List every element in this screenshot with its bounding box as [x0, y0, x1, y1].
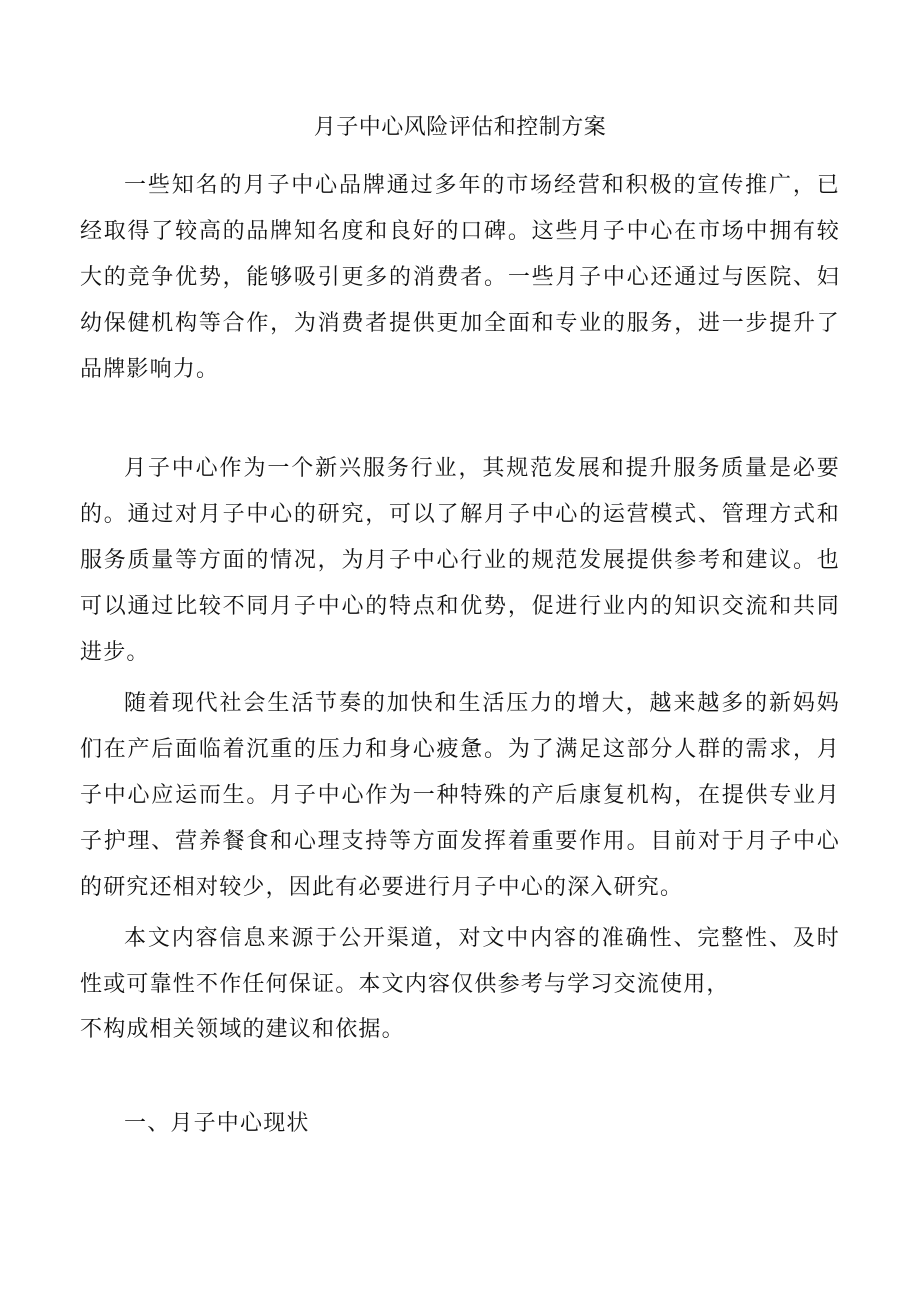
paragraph-disclaimer-continued: 不构成相关领域的建议和依据。 [80, 1017, 405, 1042]
document-title: 月子中心风险评估和控制方案 [313, 115, 607, 140]
paragraph-disclaimer: 本文内容信息来源于公开渠道，对文中内容的准确性、完整性、及时性或可靠性不作任何保证。本文内容仅供参考与学习交流使用， [80, 926, 840, 997]
section-heading: 一、月子中心现状 [124, 1111, 310, 1136]
paragraph-brand-reputation: 一些知名的月子中心品牌通过多年的市场经营和积极的宣传推广，已经取得了较高的品牌知名度和良好的口碑。这些月子中心在市场中拥有较大的竞争优势，能够吸引更多的消费者。一些月子中心还通过与医院、妇幼保健机构等合作，为消费者提供更加全面和专业的服务，进一步提升了品牌影响力。 [80, 173, 840, 382]
paragraph-research-background: 随着现代社会生活节奏的加快和生活压力的增大，越来越多的新妈妈们在产后面临着沉重的压力和身心疲惫。为了满足这部分人群的需求，月子中心应运而生。月子中心作为一种特殊的产后康复机构，在提供专业月子护理、营养餐食和心理支持等方面发挥着重要作用。目前对于月子中心的研究还相对较少，因此有必要进行月子中心的深入研究。 [80, 691, 840, 900]
paragraph-industry-standards: 月子中心作为一个新兴服务行业，其规范发展和提升服务质量是必要的。通过对月子中心的研究，可以了解月子中心的运营模式、管理方式和服务质量等方面的情况，为月子中心行业的规范发展提供参考和建议。也可以通过比较不同月子中心的特点和优势，促进行业内的知识交流和共同进步。 [80, 456, 840, 665]
